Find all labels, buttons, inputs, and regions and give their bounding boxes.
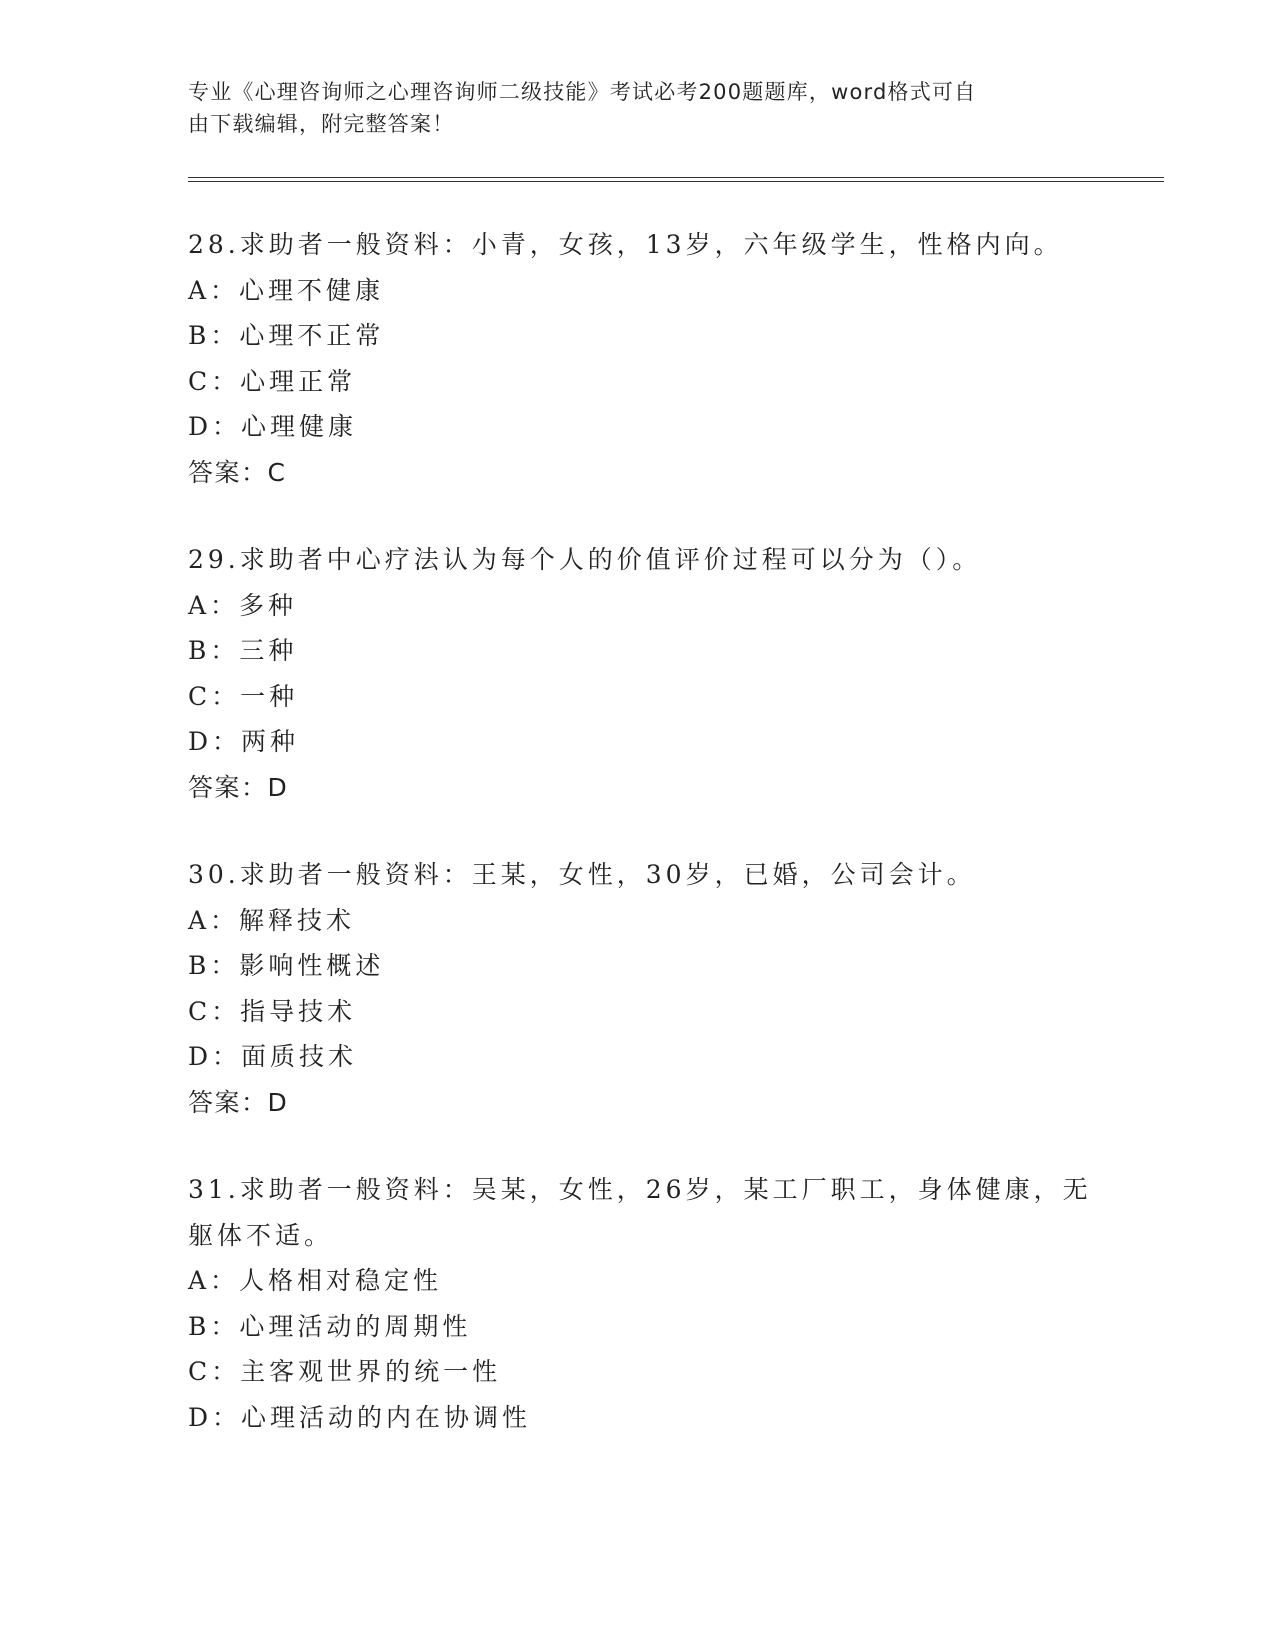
question-30 (188, 852, 1108, 1125)
option-b: B：三种 (188, 636, 298, 665)
question-stem: 29.求助者中心疗法认为每个人的价值评价过程可以分为（）。 (188, 545, 982, 574)
question-31 (188, 1167, 1108, 1440)
option-c: C：主客观世界的统一性 (188, 1357, 502, 1386)
option-d: D：面质技术 (188, 1042, 358, 1071)
answer-line: 答案：D (188, 772, 289, 802)
question-29 (188, 537, 1108, 810)
header-double-rule (188, 177, 1164, 182)
question-stem: 28.求助者一般资料：小青，女孩，13岁，六年级学生，性格内向。 (188, 230, 1063, 259)
answer-line: 答案：D (188, 1087, 289, 1117)
question-stem-line-1: 31.求助者一般资料：吴某，女性，26岁，某工厂职工，身体健康，无 (188, 1175, 1092, 1204)
option-b: B：影响性概述 (188, 951, 385, 980)
option-c: C：心理正常 (188, 366, 357, 396)
option-d: D：心理活动的内在协调性 (188, 1402, 532, 1432)
option-a: A：心理不健康 (188, 275, 385, 305)
option-a: A：解释技术 (188, 905, 356, 935)
option-a: A：多种 (188, 590, 298, 620)
option-b: B：心理不正常 (188, 321, 385, 350)
option-d: D：心理健康 (188, 412, 358, 441)
option-b: B：心理活动的周期性 (188, 1311, 472, 1341)
header-line-1: 专业《心理咨询师之心理咨询师二级技能》考试必考200题题库，word格式可自 (188, 80, 977, 104)
option-a: A：人格相对稳定性 (188, 1266, 443, 1295)
question-stem: 30.求助者一般资料：王某，女性，30岁，已婚，公司会计。 (188, 860, 976, 889)
question-28 (188, 222, 1108, 495)
answer-line: 答案：C (188, 457, 287, 487)
header-line-2: 由下载编辑，附完整答案！ (188, 112, 455, 136)
option-d: D：两种 (188, 727, 300, 756)
question-stem-line-2: 躯体不适。 (188, 1220, 334, 1250)
option-c: C：一种 (188, 681, 299, 711)
option-c: C：指导技术 (188, 996, 357, 1026)
document-header (188, 76, 1068, 140)
